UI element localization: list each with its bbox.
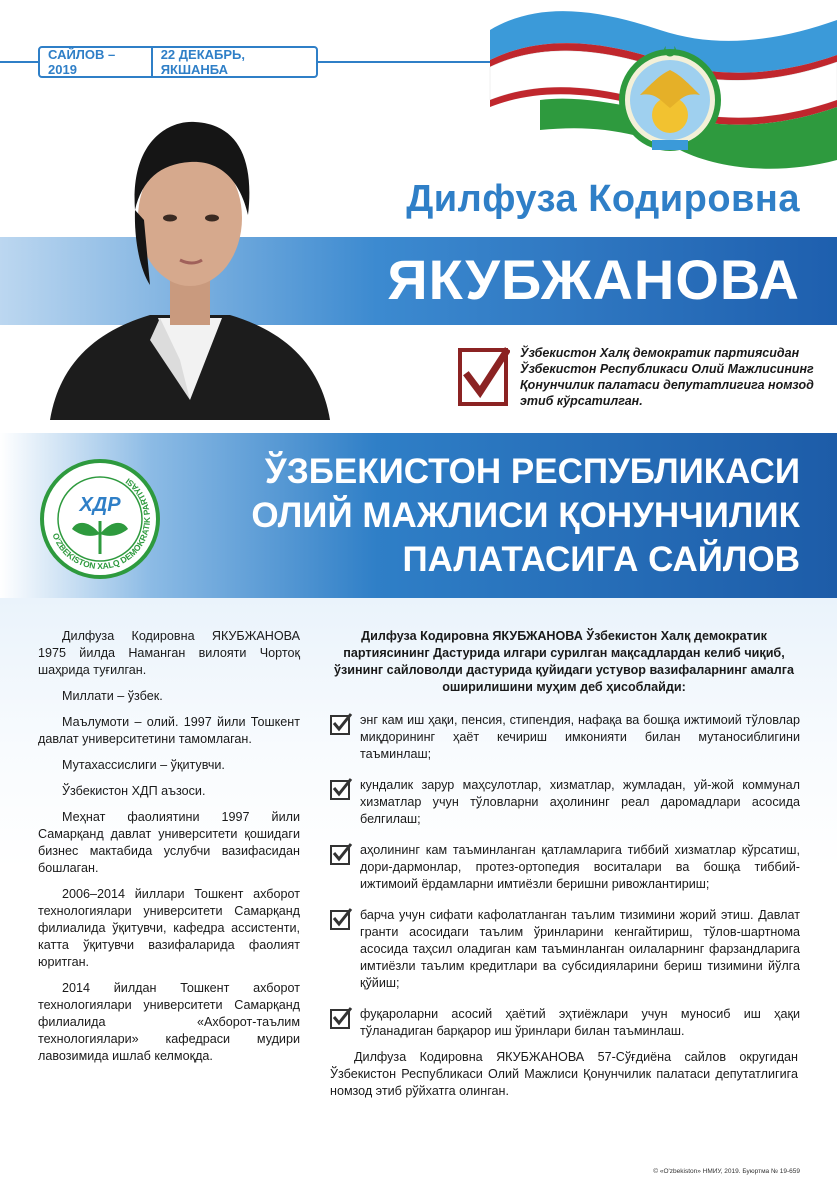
checkbox-icon xyxy=(330,845,350,865)
program-task-list xyxy=(330,712,800,1054)
nomination-check-icon xyxy=(458,348,508,406)
task-text: барча учун сифати кафолатланган таълим тизимини жорий этиш. Давлат гранти асосидаги таълим ўринларини кенгайтириш, тўлов-шартнома асосида таҳсил оладиган кам таъминланган оилаларнинг фарзандларига имтиёзли таълим кредитлари ва субсидияларини бериш тизимини йўлга қўйиш; xyxy=(360,908,800,990)
bio-paragraph: 2014 йилдан Тошкент ахборот технологиялари университети Самарқанд филиалида «Ахборот-таълим технологиялари» кафедраси мудири лавозимида ишлаб келмоқда. xyxy=(38,981,300,1063)
checkbox-icon xyxy=(330,715,350,735)
bio-paragraph: 2006–2014 йиллари Тошкент ахборот технологиялари университети Самарқанд филиалида ўқитувчи, кафедра ассистенти, катта ўқитувчи вазифаларида фаолият юритган. xyxy=(38,887,300,969)
bio-paragraph: Меҳнат фаолиятини 1997 йили Самарқанд давлат университети қошидаги бизнес мактабида услубчи вазифасидан бошлаган. xyxy=(38,810,300,875)
registration-note: Дилфуза Кодировна ЯКУБЖАНОВА 57-Сўғдиёна сайлов округидан Ўзбекистон Республикаси Олий Мажлиси Қонунчилик палатаси депутатлигига номзод этиб рўйхатга олинган. xyxy=(330,1050,798,1098)
bio-paragraph: Дилфуза Кодировна ЯКУБЖАНОВА 1975 йилда Наманган вилояти Чортоқ шаҳрида туғилган. xyxy=(38,629,300,677)
election-label: САЙЛОВ – 2019 xyxy=(40,48,153,76)
task-text: фуқароларни асосий ҳаётий эҳтиёжлари учун муносиб иш ҳақи тўланадиган барқарор иш ўринлари билан таъминлаш. xyxy=(360,1007,800,1038)
nomination-text: Ўзбекистон Халқ демократик партиясидан Ўзбекистон Республикаси Олий Мажлисининг Қонунчилик палатаси депутатлигига номзод этиб кўрсатилган. xyxy=(520,346,814,408)
election-title xyxy=(180,450,800,582)
election-title-line2: ОЛИЙ МАЖЛИСИ ҚОНУНЧИЛИК xyxy=(251,496,800,535)
bio-paragraph: Мутахассислиги – ўқитувчи. xyxy=(62,758,225,772)
candidate-portrait xyxy=(40,100,340,420)
election-title-line3: ПАЛАТАСИГА САЙЛОВ xyxy=(402,540,800,579)
bio-paragraph: Ўзбекистон ХДП аъзоси. xyxy=(62,784,206,798)
bio-paragraph: Маълумоти – олий. 1997 йили Тошкент давлат университетини тамомлаган. xyxy=(38,715,300,746)
candidate-last-name: ЯКУБЖАНОВА xyxy=(387,248,800,311)
checkbox-icon xyxy=(330,780,350,800)
election-date: 22 ДЕКАБРЬ, ЯКШАНБА xyxy=(160,47,245,77)
checkbox-icon xyxy=(330,910,350,930)
party-logo-ring-text: O'ZBEKISTON XALQ DEMOKRATIK PARTIYASI xyxy=(50,476,153,572)
list-item xyxy=(330,842,800,893)
election-date-box xyxy=(38,46,318,78)
candidate-first-names: Дилфуза Кодировна xyxy=(406,178,800,220)
checkbox-icon xyxy=(330,1009,350,1029)
biography xyxy=(38,628,300,1074)
list-item xyxy=(330,777,800,828)
task-text: кундалик зарур маҳсулотлар, хизматлар, жумладан, уй-жой коммунал хизматлар учун тўловларни аҳолининг реал даромадлари асосида белгилаш; xyxy=(360,778,800,826)
list-item xyxy=(330,712,800,763)
bio-paragraph: Миллати – ўзбек. xyxy=(62,689,163,703)
flag-emblem-graphic xyxy=(480,0,837,180)
print-imprint: © «O'zbekiston» НМИУ, 2019. Буюртма № 19-659 xyxy=(653,1168,800,1175)
program-intro: Дилфуза Кодировна ЯКУБЖАНОВА Ўзбекистон Халқ демократик партиясининг Дастурида илгари сурилган мақсадлардан келиб чиқиб, ўзининг сайловолди дастурида қуйидаги устувор вазифаларнинг амалга оширилишини муҳим деб ҳисоблайди: xyxy=(333,629,795,694)
list-item xyxy=(330,1006,800,1040)
task-text: аҳолининг кам таъминланган қатламларига тиббий хизматлар кўрсатиш, дори-дармонлар, протез-ортопедия воситалари ва бошқа тиббий-ижтимоий ёрдамларни имтиёзли беришни ривожлантириш; xyxy=(360,843,800,891)
party-logo-abbr: ХДР xyxy=(79,494,121,516)
list-item xyxy=(330,907,800,992)
election-title-line1: ЎЗБЕКИСТОН РЕСПУБЛИКАСИ xyxy=(265,452,800,491)
task-text: энг кам иш ҳақи, пенсия, стипендия, нафақа ва бошқа ижтимоий тўловлар миқдорининг ҳаёт кечириш имконияти билан мутаносиблигини таъминлаш; xyxy=(360,713,800,761)
party-logo-icon xyxy=(40,459,160,579)
